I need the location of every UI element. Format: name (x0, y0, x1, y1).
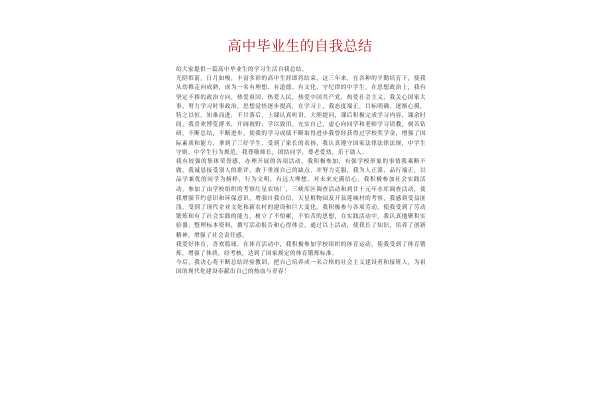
paragraph-conclusion: 今后，我决心将不断总结经验教训，把自己培养成一名合格的社会主义建设者和接班人，为祖国的现代化建设奉献出自己的热血与青春！ (176, 260, 426, 276)
document-body (176, 66, 426, 391)
paragraph-sports: 我爱好体育，喜欢篮球，在体育活动中，我积极参加学校组织的体育运动，使我受到了体育锻炼，增强了体质，经考核，达到了国家规定的体育锻炼标准。 (176, 241, 426, 258)
paragraph-study-life: 光阴似箭，日月如梭，丰富多彩的高中生涯即将结束，这三年来，在各种的平勤培育下，使我从幼稚走向成熟，成为一名有理想、有道德、有文化、守纪律的中学生，在思想政治上，我有坚定不移的政治方向，热爱祖国，热爱人民，热爱中国共产党，热爱社会主义，我关心国家大事，努力学习时事政治，思想觉悟逐步提高，在学习上，我态度端正，目标明确，逐渐心摸，特之以恒，知难而进，不甘落后，上课认真听讲，大胆提问，课后积极完成学习内容，课余时间，我喜欢博览群书，开阔视野，学以致用，充实自己，虚心向同学和老师学习请教，刻苦钻研，不断总结，不断进步，使我的学习成绩不断取得进步我曾经获得过学校奖学金，增强了国际素质和能力，拿到了三好学生，受到了家长的表扬，我认真遵守国家法律法律法规，中学生守则，中学生行为规范，我尊敬师长，团结同学，尊老爱幼，乐于助人。 (176, 76, 426, 156)
document-title: 高中毕业生的自我总结 (227, 39, 373, 55)
paragraph-intro: 给大家提供一篇高中毕业生的学习生活自我总结。 (176, 67, 308, 73)
paragraph-collective-activities: 我有较强的集体荣誉感，办理开展的各项活动，我积极参加，有强学校形象的事情我乘断不做，我诚恳接受别人的批评，敢于重视自己的缺点，并努力克服，我为人正派，品行端正，以品学兼优的同学为榜样，行为文明，有远大理想，对未来充满信心，我积极参加社会实践活动，参加了由学校组织的考察红星农场厂，三峡库区调查活动和到甘十元年水库调查活动，使我增强节约意识和环保意识，增强自我自信，天星植物园及开县莲城村的考察，我感到受益匪浅，受到了现代企业文化和新农村的建设和巨大变化。我积极参与各项劳动，使我受到了劳动锻炼和有了社会实践的能力，树立了不怕累，不怕苦的思想，在实践活动中，我认真地聚积实验器，整理标本资料，撰写活动报告和心得体会，通过以上活动，使我长了知识，培养了创新精神，增强了社会责任感。 (176, 159, 426, 239)
